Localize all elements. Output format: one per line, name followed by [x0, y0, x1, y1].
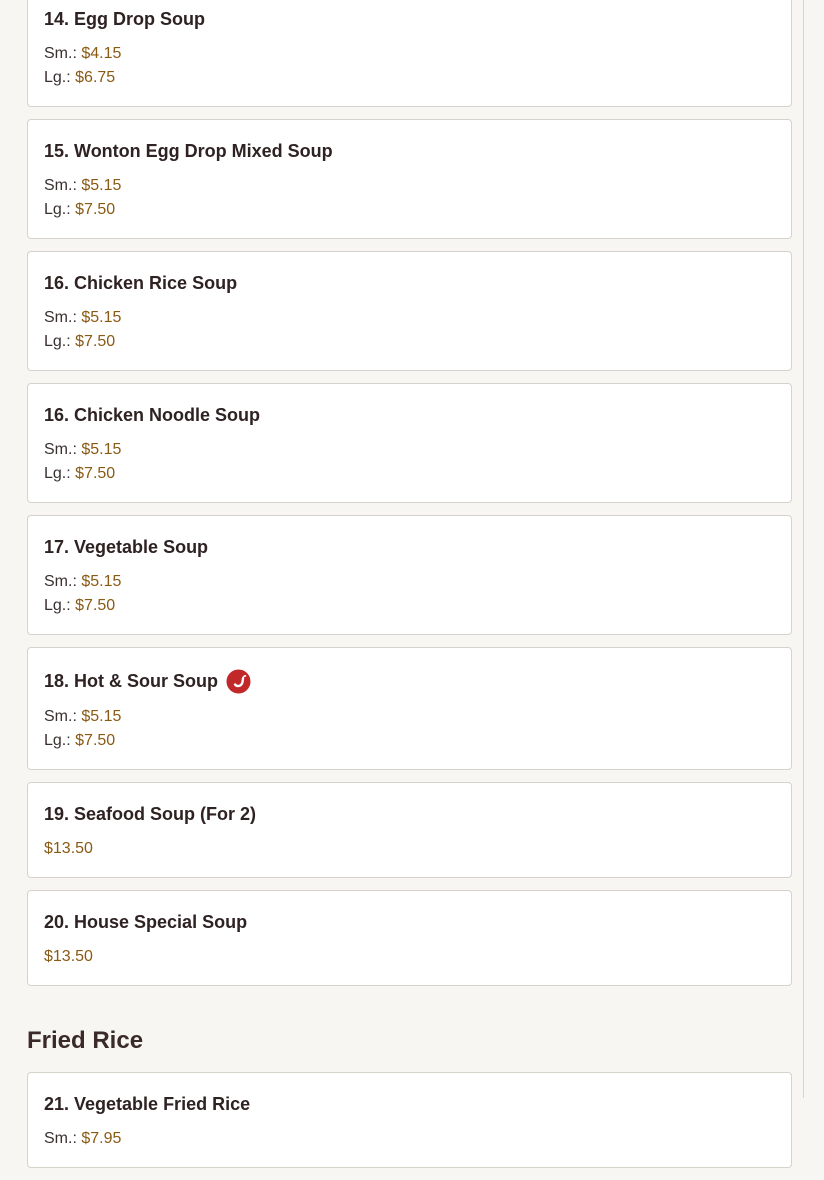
price-small	[44, 174, 775, 198]
menu-item-card[interactable]	[27, 647, 792, 770]
price-single	[44, 837, 775, 861]
size-label: Sm.:	[44, 573, 77, 590]
size-label: Sm.:	[44, 708, 77, 725]
price-small	[44, 438, 775, 462]
item-name: 14. Egg Drop Soup	[44, 9, 206, 29]
price-block	[44, 570, 775, 618]
price-value: $13.50	[44, 948, 93, 965]
price-block	[44, 705, 775, 753]
item-name-row	[44, 668, 775, 693]
price-block	[44, 42, 775, 90]
price-block	[44, 174, 775, 222]
menu-item-card[interactable]	[27, 1072, 792, 1168]
item-name: 19. Seafood Soup (For 2)	[44, 804, 257, 824]
size-label: Lg.:	[44, 465, 71, 482]
price-value: $7.50	[75, 597, 116, 614]
price-single	[44, 945, 775, 969]
item-name: 15. Wonton Egg Drop Mixed Soup	[44, 141, 333, 161]
size-label: Lg.:	[44, 69, 71, 86]
menu-item-card[interactable]	[27, 119, 792, 239]
item-name: 18. Hot & Sour Soup	[44, 670, 219, 691]
size-label: Sm.:	[44, 45, 77, 62]
price-value: $7.50	[75, 732, 116, 749]
size-label: Lg.:	[44, 333, 71, 350]
price-large	[44, 66, 775, 90]
price-value: $7.50	[75, 465, 116, 482]
size-label: Lg.:	[44, 201, 71, 218]
price-large	[44, 594, 775, 618]
price-value: $13.50	[44, 840, 93, 857]
price-value: $4.15	[81, 45, 122, 62]
menu-item-card[interactable]	[27, 251, 792, 371]
price-small	[44, 306, 775, 330]
price-large	[44, 198, 775, 222]
price-small	[44, 1127, 775, 1151]
price-value: $7.95	[81, 1130, 122, 1147]
price-block	[44, 306, 775, 354]
price-value: $5.15	[81, 177, 122, 194]
price-value: $5.15	[81, 708, 122, 725]
price-value: $5.15	[81, 309, 122, 326]
price-small	[44, 42, 775, 66]
menu-list	[27, 0, 792, 1180]
item-name: 16. Chicken Rice Soup	[44, 273, 238, 293]
menu-item-card[interactable]	[27, 515, 792, 635]
price-block	[44, 837, 775, 861]
menu-item-card[interactable]	[27, 782, 792, 878]
price-small	[44, 570, 775, 594]
size-label: Sm.:	[44, 309, 77, 326]
item-name: 20. House Special Soup	[44, 912, 248, 932]
chili-pepper-icon	[226, 669, 251, 694]
price-value: $6.75	[75, 69, 116, 86]
menu-item-card[interactable]	[27, 890, 792, 986]
size-label: Lg.:	[44, 732, 71, 749]
price-large	[44, 729, 775, 753]
price-value: $7.50	[75, 333, 116, 350]
price-large	[44, 462, 775, 486]
item-name: 16. Chicken Noodle Soup	[44, 405, 261, 425]
size-label: Sm.:	[44, 441, 77, 458]
price-small	[44, 705, 775, 729]
price-block	[44, 945, 775, 969]
size-label: Lg.:	[44, 597, 71, 614]
price-value: $5.15	[81, 441, 122, 458]
section-title-fried-rice: Fried Rice	[27, 1027, 144, 1054]
price-block	[44, 1127, 775, 1151]
item-name: 21. Vegetable Fried Rice	[44, 1094, 251, 1114]
size-label: Sm.:	[44, 1130, 77, 1147]
item-name: 17. Vegetable Soup	[44, 537, 209, 557]
price-block	[44, 438, 775, 486]
price-large	[44, 330, 775, 354]
menu-item-card[interactable]	[27, 383, 792, 503]
price-value: $7.50	[75, 201, 116, 218]
size-label: Sm.:	[44, 177, 77, 194]
menu-item-card[interactable]	[27, 0, 792, 107]
price-value: $5.15	[81, 573, 122, 590]
